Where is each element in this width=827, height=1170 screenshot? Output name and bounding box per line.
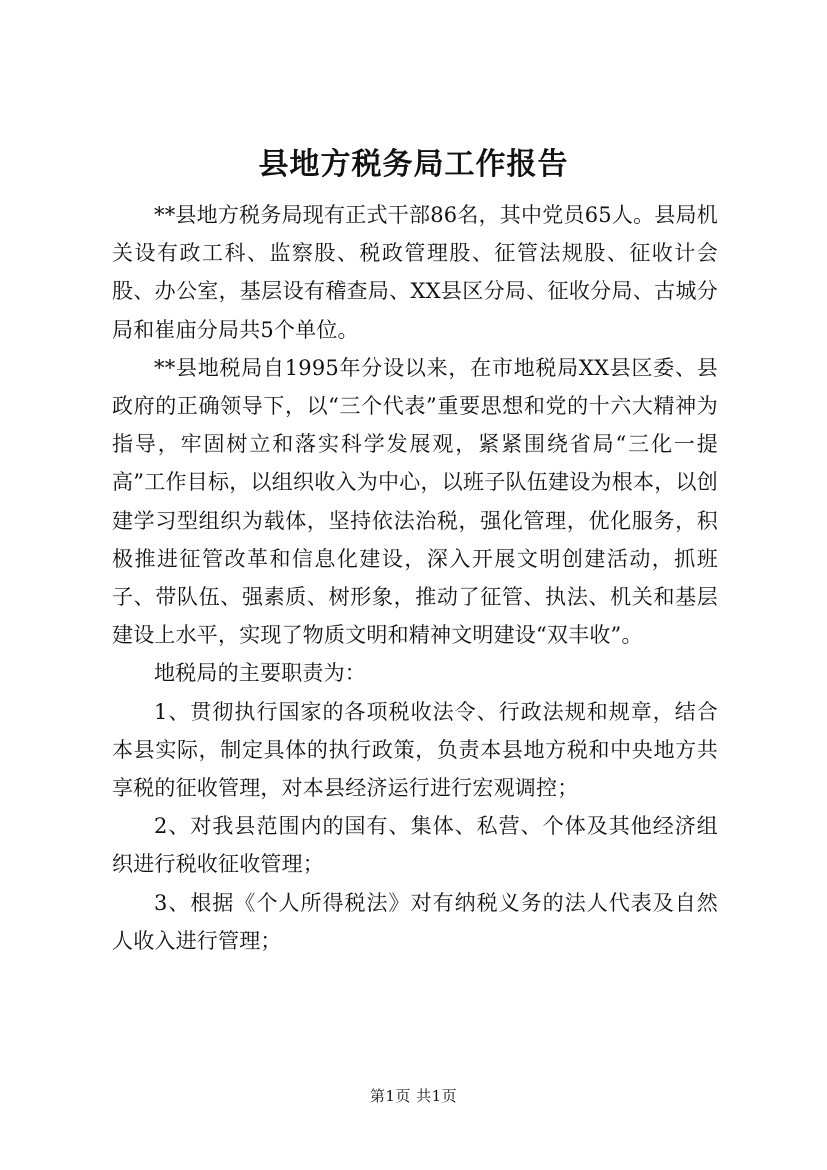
paragraph-duties-heading: 地税局的主要职责为：: [154, 661, 366, 686]
paragraph-intro: **县地方税务局现有正式干部86名，其中党员65人。县局机关设有政工科、监察股、税政管理股、征管法规股、征收计会股、办公室，基层设有稽查局、XX县区分局、征收分局、古城分局和崔庙分局共5个单位。: [112, 203, 718, 342]
page-number-footer: 第1页 共1页: [369, 1087, 458, 1105]
paragraph-history: **县地税局自1995年分设以来，在市地税局XX县区委、县政府的正确领导下，以“三个代表”重要思想和党的十六大精神为指导，牢固树立和落实科学发展观，紧紧围绕省局“三化一提高”工作目标，以组织收入为中心，以班子队伍建设为根本，以创建学习型组织为载体，坚持依法治税，强化管理，优化服务，积极推进征管改革和信息化建设，深入开展文明创建活动，抓班子、带队伍、强素质、树形象，推动了征管、执法、机关和基层建设上水平，实现了物质文明和精神文明建设“双丰收”。: [112, 355, 718, 648]
paragraph-duty-2: 2、对我县范围内的国有、集体、私营、个体及其他经济组织进行税收征收管理；: [112, 814, 718, 877]
paragraph-duty-3: 3、根据《个人所得税法》对有纳税义务的法人代表及自然人收入进行管理；: [112, 890, 718, 953]
paragraph-duty-1: 1、贯彻执行国家的各项税收法令、行政法规和规章，结合本县实际，制定具体的执行政策，负责本县地方税和中央地方共享税的征收管理，对本县经济运行进行宏观调控；: [112, 699, 718, 801]
document-body: [112, 196, 718, 960]
document-title: 县地方税务局工作报告: [258, 147, 569, 182]
